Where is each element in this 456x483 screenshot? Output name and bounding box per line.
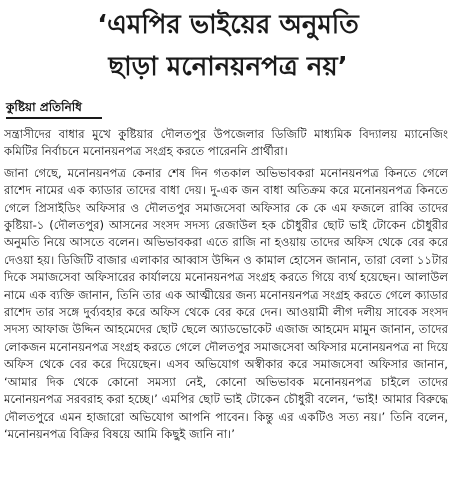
article-paragraph: সন্ত্রাসীদের বাধার মুখে কুষ্টিয়ার দৌলতপুর উপজেলার ডিজিটি মাধ্যমিক বিদ্যালয় ম্যানেজিং কমিটির নির্বাচনে মনোনয়নপত্র সংগ্রহ করতে পারেননি প্রার্থীরা। [4,127,448,159]
headline-line-1: ‘এমপির ভাইয়ের অনুমতি [97,10,359,40]
headline [10,4,446,88]
article-body [4,126,448,480]
byline-block [6,99,136,119]
article-paragraph: জানা গেছে, মনোনয়নপত্র কেনার শেষ দিন গতকাল অভিভাবকরা মনোনয়নপত্র কিনতে গেলে রাশেদ নামের এক ক্যাডার তাদের বাধা দেয়। দু-এক জন বাধা অতিক্রম করে মনোনয়নপত্র কিনতে গেলে প্রিসাইডিং অফিসার ও দৌলতপুর সমাজসেবা অফিসার কে কে এম ফজলে রাব্বি তাদের কুষ্টিয়া-১ (দৌলতপুর) আসনের সংসদ সদস্য রেজাউল হক চৌধুরীর ছোট ভাই টোকেন চৌধুরীর অনুমতি নিয়ে আসতে বলেন। অভিভাবকরা এতে রাজি না হওয়ায় তাদের অফিস থেকে বের করে দেওয়া হয়। ডিজিটি বাজার এলাকার আব্বাস উদ্দিন ও কামাল হোসেন জানান, তারা বেলা ১১টার দিকে সমাজসেবা অফিসারের কার্যালয়ে মনোনয়নপত্র সংগ্রহ করতে গিয়ে ব্যর্থ হয়েছেন। আলাউল নামে এক ব্যক্তি জানান, তিনি তার এক আত্মীয়ের জন্য মনোনয়নপত্র সংগ্রহ করতে গেলে ক্যাডার রাশেদ তার সঙ্গে দুর্ব্যবহার করে অফিস থেকে বের করে দেন। আওয়ামী লীগ দলীয় সাবেক সংসদ সদস্য আফাজ উদ্দিন আহমেদের ছোট ছেলে অ্যাডভোকেট এজাজ আহমেদ মামুন জানান, তাদের লোকজন মনোনয়নপত্র সংগ্রহ করতে গেলে দৌলতপুর সমাজসেবা অফিসার মনোনয়নপত্র না দিয়ে অফিস থেকে বের করে দিয়েছেন। এসব অভিযোগ অস্বীকার করে সমাজসেবা অফিসার জানান, ‘আমার দিক থেকে কোনো সমস্যা নেই, কোনো অভিভাবক মনোনয়নপত্র চাইলে তাদের মনোনয়নপত্র সরবরাহ করা হচ্ছে।’ এমপির ছোট ভাই টোকেন চৌধুরী বলেন, ‘ভাই! আমার বিরুদ্ধে দৌলতপুরে এমন হাজারো অভিযোগ আপনি পাবেন। কিন্তু এর একটিও সত্য নয়।’ তিনি বলেন, ‘মনোনয়নপত্র বিক্রির বিষয়ে আমি কিছুই জানি না।’ [4,165,448,441]
byline-underline [6,117,102,119]
byline: কুষ্টিয়া প্রতিনিধি [6,100,82,114]
headline-line-2: ছাড়া মনোনয়নপত্র নয়’ [108,52,348,82]
